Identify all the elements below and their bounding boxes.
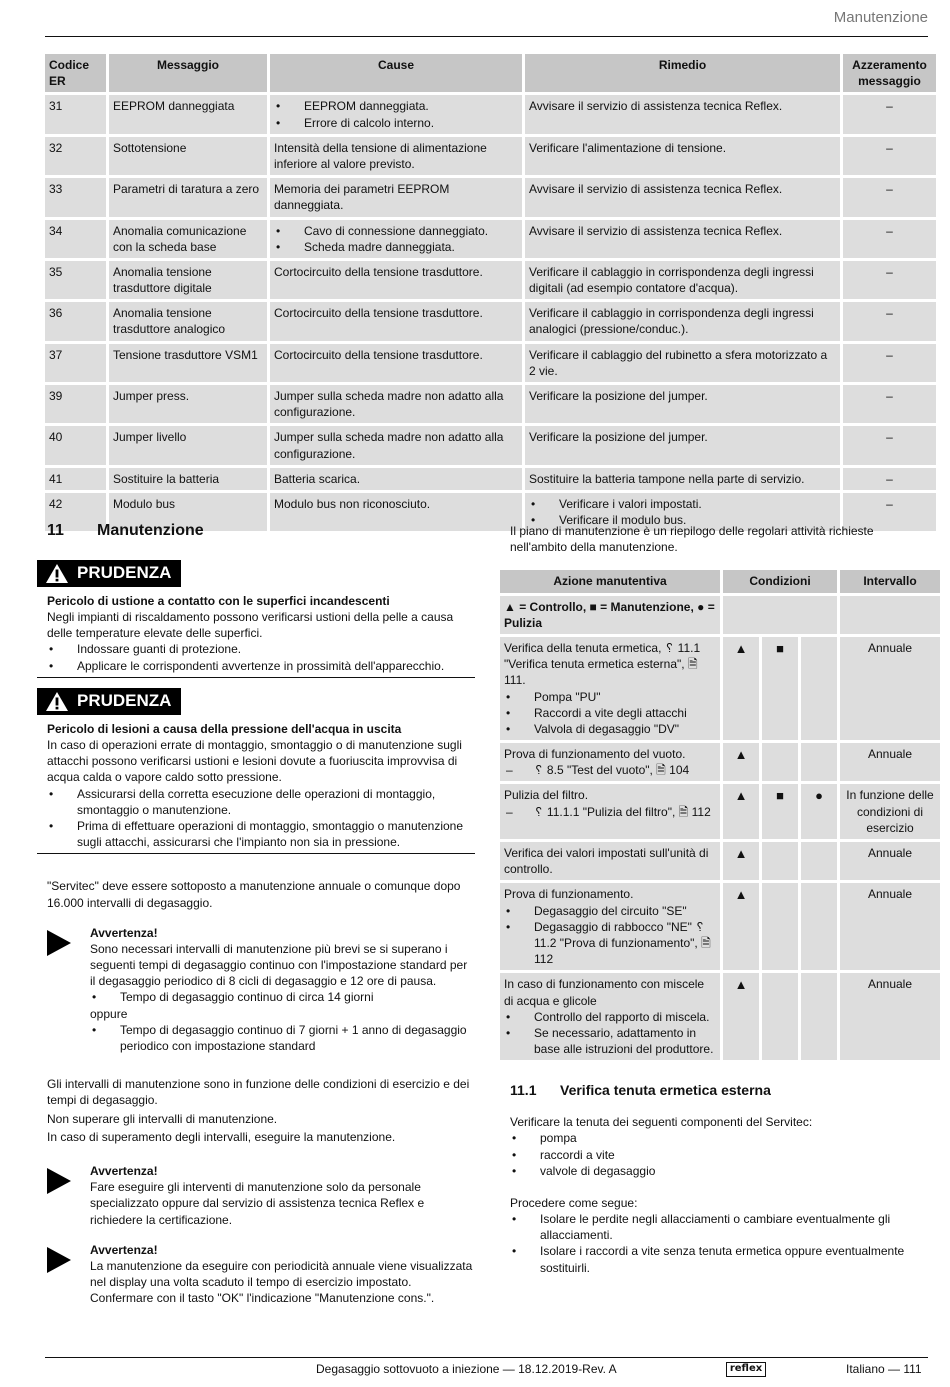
action-item: • Degasaggio di rabbocco "NE" ␦ 11.2 "Prova di funzionamento", 🗎 112 [504, 919, 716, 968]
header-rule [45, 36, 928, 37]
maintenance-symbol [762, 973, 798, 1060]
col-header-action: Azione manutentiva [500, 570, 720, 592]
maintenance-intro: Il piano di manutenzione è un riepilogo delle regolari attività richieste nell'ambito della manutenzione. [510, 524, 874, 555]
cause-cell: Intensità della tensione di alimentazione inferiore al valore previsto. [270, 137, 522, 175]
action-cell [500, 842, 720, 880]
caution-title: Pericolo di ustione a contatto con le superfici incandescenti [47, 593, 390, 608]
cause-cell: Cortocircuito della tensione trasduttore. [270, 344, 522, 382]
component-item: • pompa [510, 1130, 930, 1146]
caution-label [37, 688, 181, 715]
note-arrow-icon [47, 1247, 71, 1273]
remedy-cell: Verificare la posizione del jumper. [525, 426, 840, 464]
code-cell: 33 [45, 178, 106, 216]
check-symbol: ▲ [723, 743, 759, 781]
footer-page-number: Italiano — 111 [846, 1362, 922, 1376]
caution-label [37, 560, 181, 587]
action-item: • Se necessario, adattamento in base alle istruzioni del produttore. [504, 1025, 716, 1057]
caution-title: Pericolo di lesioni a causa della pressione dell'acqua in uscita [47, 721, 402, 736]
interval-cell: Annuale [840, 973, 940, 1060]
message-cell: EEPROM danneggiata [109, 95, 267, 133]
code-cell: 40 [45, 426, 106, 464]
note-or: oppure [90, 1006, 128, 1021]
action-text: Pulizia del filtro. [504, 788, 589, 803]
interval-cell: Annuale [840, 637, 940, 740]
reset-cell: – [843, 344, 936, 382]
caution-description: In caso di operazioni errate di montaggio, smontaggio o di manutenzione sugli attacchi possono verificarsi ustioni e lesioni dovute a fuoriuscita improvvisa di acqua calda o vapore caldo sotto pressione. [47, 738, 462, 785]
reset-cell: – [843, 95, 936, 133]
col-header-conditions: Condizioni [723, 570, 837, 592]
remedy-item: • Verificare i valori impostati. [529, 496, 836, 512]
note-arrow-icon [47, 930, 71, 956]
reset-cell: – [843, 137, 936, 175]
note-text: Sono necessari intervalli di manutenzione più brevi se si superano i seguenti tempi di degasaggio continuo con l'impostazione standard per il degasaggio periodico di 8 cicli di degasaggio e 12 ore di pausa. [90, 941, 468, 989]
code-cell: 35 [45, 261, 106, 299]
maintenance-symbol [762, 743, 798, 781]
reset-cell: – [843, 261, 936, 299]
code-cell: 34 [45, 220, 106, 258]
running-header: Manutenzione [833, 9, 928, 26]
table-row [45, 220, 936, 258]
message-cell: Anomalia comunicazione con la scheda base [109, 220, 267, 258]
caution-item: • Indossare guanti di protezione. [47, 641, 475, 657]
action-text: Verifica dei valori impostati sull'unità di controllo. [504, 846, 709, 877]
section-number: 11 [47, 522, 64, 539]
reset-cell: – [843, 493, 936, 531]
message-cell: Sostituire la batteria [109, 468, 267, 490]
cleaning-symbol [801, 743, 837, 781]
procedure-label: Procedere come segue: [510, 1195, 638, 1210]
code-cell: 41 [45, 468, 106, 490]
remedy-item: • Verificare il modulo bus. [529, 512, 836, 528]
caution-description: Negli impianti di riscaldamento possono verificarsi ustioni della pelle a causa delle temperature elevate delle superfici. [47, 609, 454, 641]
action-item: • Degasaggio del circuito "SE" [504, 903, 716, 919]
remedy-cell: Verificare il cablaggio in corrispondenza degli ingressi analogici (pressione/conduc.). [525, 302, 840, 340]
remedy-cell: Verificare la posizione del jumper. [525, 385, 840, 423]
action-item: • Valvola di degasaggio "DV" [504, 721, 716, 737]
table-row [45, 302, 936, 340]
check-symbol: ▲ [723, 842, 759, 880]
col-header-remedy: Rimedio [525, 54, 840, 92]
subsection-title: Verifica tenuta ermetica esterna [560, 1082, 771, 1099]
reset-cell: – [843, 302, 936, 340]
table-row [500, 637, 940, 740]
note-title: Avvertenza! [90, 1163, 158, 1178]
paragraph: Non superare gli intervalli di manutenzione. [47, 1111, 278, 1126]
caution-text: PRUDENZA [77, 562, 172, 582]
note-block [47, 925, 475, 1055]
action-cell [500, 973, 720, 1060]
note-title: Avvertenza! [90, 925, 158, 940]
section-title: Manutenzione [97, 522, 204, 539]
warning-triangle-icon [45, 563, 69, 584]
code-cell: 36 [45, 302, 106, 340]
cause-cell: Batteria scarica. [270, 468, 522, 490]
note-item: • Tempo di degasaggio continuo di circa 14 giorni [90, 989, 475, 1005]
cleaning-symbol [801, 973, 837, 1060]
cause-cell [270, 220, 522, 258]
reset-cell: – [843, 468, 936, 490]
component-item: • raccordi a vite [510, 1147, 930, 1163]
remedy-cell: Sostituire la batteria tampone nella parte di servizio. [525, 468, 840, 490]
action-cell [500, 883, 720, 970]
caution-item: • Assicurarsi della corretta esecuzione delle operazioni di montaggio, smontaggio o manutenzione. [47, 786, 475, 818]
right-column [504, 523, 934, 1276]
col-header-causes: Cause [270, 54, 522, 92]
cause-cell: Modulo bus non riconosciuto. [270, 493, 522, 531]
reset-cell: – [843, 426, 936, 464]
subsection-intro: Verificare la tenuta dei seguenti componenti del Servitec: [510, 1115, 813, 1130]
procedure-step: • Isolare i raccordi a vite senza tenuta ermetica oppure eventualmente sostituirli. [510, 1243, 930, 1275]
interval-cell: Annuale [840, 842, 940, 880]
interval-cell: Annuale [840, 743, 940, 781]
note-block [47, 1242, 475, 1307]
action-text: In caso di funzionamento con miscele di acqua e glicole [504, 977, 705, 1008]
message-cell: Anomalia tensione trasduttore analogico [109, 302, 267, 340]
message-cell: Sottotensione [109, 137, 267, 175]
component-item: • valvole di degasaggio [510, 1163, 930, 1179]
remedy-cell: Verificare l'alimentazione di tensione. [525, 137, 840, 175]
cause-cell [270, 95, 522, 133]
action-cell [500, 637, 720, 740]
cause-cell: Memoria dei parametri EEPROM danneggiata. [270, 178, 522, 216]
reflex-logo: reflex [726, 1362, 766, 1377]
cleaning-symbol [801, 842, 837, 880]
maintenance-symbol: ■ [762, 784, 798, 839]
maintenance-symbol [762, 842, 798, 880]
caution-item: • Prima di effettuare operazioni di montaggio, smontaggio o manutenzione sugli attacchi, assicurarsi che l'impianto non sia in pressione. [47, 818, 475, 850]
interval-cell: In funzione delle condizioni di esercizio [840, 784, 940, 839]
footer-rule [45, 1357, 928, 1358]
intro-paragraph: "Servitec" deve essere sottoposto a manutenzione annuale o comunque dopo 16.000 intervalli di degasaggio. [47, 879, 461, 910]
note-text: Fare eseguire gli interventi di manutenzione solo da personale specializzato oppure dal servizio di assistenza tecnica Reflex e richiedere la certificazione. [90, 1180, 425, 1227]
message-cell: Tensione trasduttore VSM1 [109, 344, 267, 382]
cause-cell: Jumper sulla scheda madre non adatto alla configurazione. [270, 385, 522, 423]
remedy-cell: Avvisare il servizio di assistenza tecnica Reflex. [525, 95, 840, 133]
subsection-heading [510, 1081, 930, 1100]
message-cell: Modulo bus [109, 493, 267, 531]
table-row [45, 468, 936, 490]
reset-cell: – [843, 178, 936, 216]
action-item: • Controllo del rapporto di miscela. [504, 1009, 716, 1025]
cause-item: • Errore di calcolo interno. [274, 115, 518, 131]
legend-cell: ▲ = Controllo, ■ = Manutenzione, ● = Pulizia [500, 596, 720, 634]
cleaning-symbol [801, 637, 837, 740]
table-row [45, 385, 936, 423]
table-row [45, 137, 936, 175]
legend-row [500, 596, 940, 634]
remedy-cell: Verificare il cablaggio in corrispondenza degli ingressi digitali (ad esempio contatore d'acqua). [525, 261, 840, 299]
table-row [45, 95, 936, 133]
table-header-row [45, 54, 936, 92]
action-text: Verifica della tenuta ermetica, ␦ 11.1 "Verifica tenuta ermetica esterna", 🗎 111. [504, 640, 701, 688]
cleaning-symbol [801, 883, 837, 970]
maintenance-symbol [762, 883, 798, 970]
table-row [45, 261, 936, 299]
code-cell: 32 [45, 137, 106, 175]
message-cell: Anomalia tensione trasduttore digitale [109, 261, 267, 299]
cause-item: • Scheda madre danneggiata. [274, 239, 518, 255]
cleaning-symbol: ● [801, 784, 837, 839]
code-cell: 37 [45, 344, 106, 382]
check-symbol: ▲ [723, 637, 759, 740]
cause-cell: Jumper sulla scheda madre non adatto alla configurazione. [270, 426, 522, 464]
action-reference: – ␦ 11.1.1 "Pulizia del filtro", 🗎 112 [504, 804, 716, 820]
col-header-message: Messaggio [109, 54, 267, 92]
table-row [500, 743, 940, 781]
check-symbol: ▲ [723, 883, 759, 970]
table-row [45, 426, 936, 464]
message-cell: Jumper press. [109, 385, 267, 423]
note-item: • Tempo di degasaggio continuo di 7 giorni + 1 anno di degasaggio periodico con impostazione standard [90, 1022, 475, 1054]
table-row [500, 842, 940, 880]
cause-item: • Cavo di connessione danneggiato. [274, 223, 518, 239]
table-row [45, 178, 936, 216]
remedy-cell: Avvisare il servizio di assistenza tecnica Reflex. [525, 220, 840, 258]
note-block [47, 1163, 475, 1228]
warning-triangle-icon [45, 691, 69, 712]
action-text: Prova di funzionamento. [504, 887, 634, 902]
col-header-code: Codice ER [45, 54, 106, 92]
cause-item: • EEPROM danneggiata. [274, 98, 518, 114]
action-item: • Raccordi a vite degli attacchi [504, 705, 716, 721]
table-header-row [500, 570, 940, 592]
section-heading [47, 520, 475, 542]
caution-block-pressure [37, 688, 475, 855]
action-cell [500, 784, 720, 839]
remedy-cell: Avvisare il servizio di assistenza tecnica Reflex. [525, 178, 840, 216]
left-column [47, 520, 475, 1316]
message-cell: Parametri di taratura a zero [109, 178, 267, 216]
note-title: Avvertenza! [90, 1242, 158, 1257]
reset-cell: – [843, 385, 936, 423]
paragraph: In caso di superamento degli intervalli, eseguire la manutenzione. [47, 1129, 396, 1144]
col-header-reset: Azzeramento messaggio [843, 54, 936, 92]
procedure-step: • Isolare le perdite negli allacciamenti o cambiare eventualmente gli allacciamenti. [510, 1211, 930, 1243]
code-cell: 39 [45, 385, 106, 423]
note-text: La manutenzione da eseguire con periodicità annuale viene visualizzata nel display una volta scaduto il tempo di esercizio impostato. Confermare con il tasto "OK" l'indicazione "Manutenzione cons.". [90, 1258, 473, 1306]
code-cell: 42 [45, 493, 106, 531]
cause-cell: Cortocircuito della tensione trasduttore. [270, 302, 522, 340]
table-row [500, 784, 940, 839]
maintenance-symbol: ■ [762, 637, 798, 740]
footer-document-title: Degasaggio sottovuoto a iniezione — 18.12.2019-Rev. A [316, 1362, 617, 1376]
message-cell: Jumper livello [109, 426, 267, 464]
check-symbol: ▲ [723, 973, 759, 1060]
maintenance-plan-table [497, 567, 943, 1063]
remedy-cell: Verificare il cablaggio del rubinetto a sfera motorizzato a 2 vie. [525, 344, 840, 382]
caution-item: • Applicare le corrispondenti avvertenze in prossimità dell'apparecchio. [47, 658, 475, 674]
reset-cell: – [843, 220, 936, 258]
action-reference: – ␦ 8.5 "Test del vuoto", 🗎 104 [504, 762, 716, 778]
table-row [500, 973, 940, 1060]
code-cell: 31 [45, 95, 106, 133]
note-arrow-icon [47, 1168, 71, 1194]
error-code-table [42, 51, 939, 534]
action-item: • Pompa "PU" [504, 689, 716, 705]
check-symbol: ▲ [723, 784, 759, 839]
cause-cell: Cortocircuito della tensione trasduttore. [270, 261, 522, 299]
action-text: Prova di funzionamento del vuoto. [504, 747, 686, 762]
table-row [45, 344, 936, 382]
action-cell [500, 743, 720, 781]
caution-block-burn [37, 560, 475, 678]
table-row [500, 883, 940, 970]
interval-cell: Annuale [840, 883, 940, 970]
col-header-interval: Intervallo [840, 570, 940, 592]
caution-text: PRUDENZA [77, 690, 172, 710]
subsection-number: 11.1 [510, 1082, 537, 1099]
paragraph: Gli intervalli di manutenzione sono in funzione delle condizioni di esercizio e dei tempi di degasaggio. [47, 1077, 470, 1108]
